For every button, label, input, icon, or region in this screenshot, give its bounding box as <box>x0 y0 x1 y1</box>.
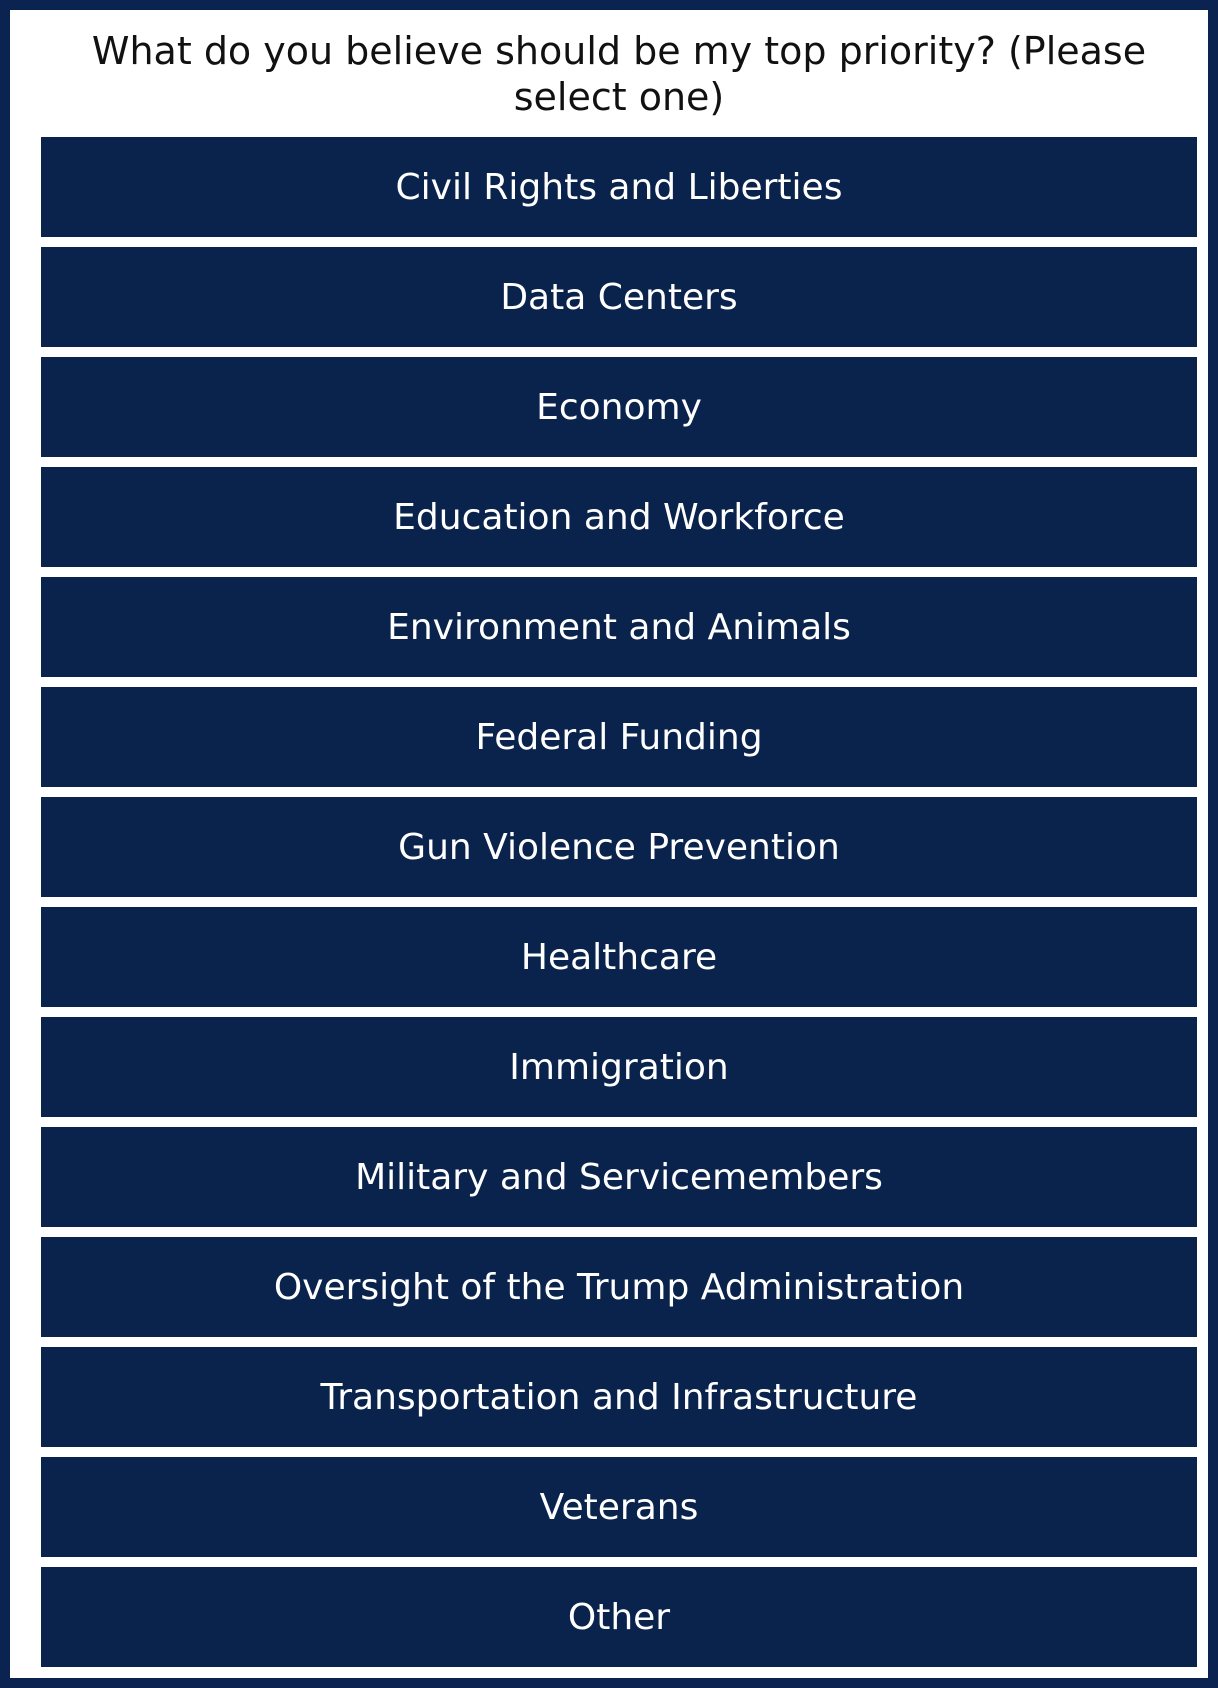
option-transportation-and-infrastructure[interactable]: Transportation and Infrastructure <box>41 1347 1197 1447</box>
option-economy[interactable]: Economy <box>41 357 1197 457</box>
option-veterans[interactable]: Veterans <box>41 1457 1197 1557</box>
question-heading: What do you believe should be my top priority? (Please select one) <box>91 29 1147 119</box>
option-civil-rights-and-liberties[interactable]: Civil Rights and Liberties <box>41 137 1197 237</box>
option-federal-funding[interactable]: Federal Funding <box>41 687 1197 787</box>
option-immigration[interactable]: Immigration <box>41 1017 1197 1117</box>
option-gun-violence-prevention[interactable]: Gun Violence Prevention <box>41 797 1197 897</box>
option-data-centers[interactable]: Data Centers <box>41 247 1197 347</box>
option-other[interactable]: Other <box>41 1567 1197 1667</box>
option-military-and-servicemembers[interactable]: Military and Servicemembers <box>41 1127 1197 1227</box>
option-education-and-workforce[interactable]: Education and Workforce <box>41 467 1197 567</box>
option-healthcare[interactable]: Healthcare <box>41 907 1197 1007</box>
option-oversight-of-the-trump-administration[interactable]: Oversight of the Trump Administration <box>41 1237 1197 1337</box>
options-list <box>41 137 1197 1667</box>
option-environment-and-animals[interactable]: Environment and Animals <box>41 577 1197 677</box>
